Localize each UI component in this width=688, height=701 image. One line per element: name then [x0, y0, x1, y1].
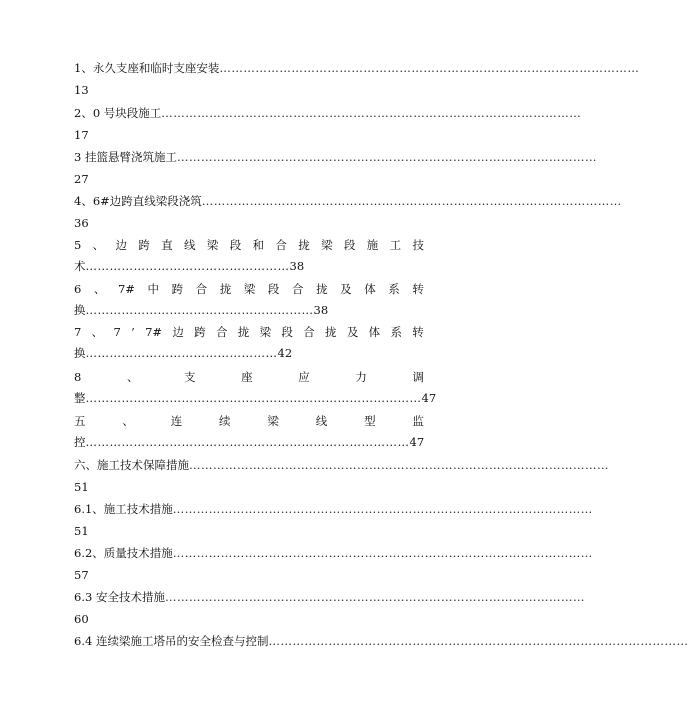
toc-char: 合 — [215, 325, 228, 339]
toc-title-tail: 整 — [74, 391, 86, 405]
toc-char: 合 — [195, 282, 208, 296]
toc-char: 拢 — [316, 282, 328, 296]
toc-char: 施 — [366, 238, 379, 252]
toc-char: 及 — [340, 282, 352, 296]
leader-dots: …………………………………………………………………………………………… — [176, 150, 597, 164]
leader-dots: …………………………………………………………………………………………… — [172, 502, 593, 516]
toc-char: 跨 — [194, 325, 206, 339]
leader-dots: …………………………………………………………………………………………… — [172, 546, 593, 560]
toc-char: 力 — [355, 370, 367, 384]
toc-char: 直 — [161, 238, 173, 252]
toc-page-number: 47 — [409, 435, 425, 449]
toc-char: 7 — [74, 325, 82, 339]
toc-char: 座 — [241, 370, 253, 384]
leader-dots: ………………………………………………………………………… — [85, 391, 422, 405]
toc-title-tail: 术 — [74, 259, 86, 273]
toc-char: 调 — [412, 370, 424, 384]
toc-char: 支 — [184, 370, 196, 384]
toc-title: 六、施工技术保障措施 — [74, 458, 189, 472]
toc-char: ’ — [131, 325, 135, 339]
toc-char: 连 — [170, 414, 183, 428]
toc-continuation — [74, 433, 424, 451]
toc-page-number: 13 — [74, 83, 89, 97]
toc-page-number: 57 — [74, 568, 89, 582]
toc-page-number: 47 — [421, 391, 437, 405]
leader-dots: …………………………………………………………………………………………… — [268, 634, 688, 648]
leader-dots: ………………………………………………… — [85, 303, 314, 317]
toc-char: 系 — [390, 325, 402, 339]
toc-page-number: 60 — [74, 612, 89, 626]
toc-char: 技 — [412, 238, 424, 252]
toc-continuation — [74, 344, 292, 362]
toc-title: 6.2、质量技术措施 — [74, 546, 173, 560]
toc-char: 边 — [172, 325, 184, 339]
toc-char: 应 — [298, 370, 310, 384]
toc-char: 、 — [91, 325, 104, 339]
toc-entry-5[interactable] — [74, 236, 424, 254]
toc-char: 工 — [389, 238, 402, 252]
toc-char: 梁 — [267, 414, 279, 428]
toc-entry-9[interactable] — [74, 412, 424, 430]
toc-char: 、 — [122, 414, 134, 428]
toc-char: 合 — [291, 282, 304, 296]
toc-char: 系 — [388, 282, 400, 296]
leader-dots: …………………………………………………………………………………………… — [164, 590, 585, 604]
toc-char: 及 — [346, 325, 359, 339]
toc-page-number: 38 — [313, 303, 329, 317]
toc-title-tail: 换 — [74, 346, 86, 360]
toc-char: 拢 — [298, 238, 310, 252]
toc-char: 体 — [368, 325, 381, 339]
toc-entry-2[interactable] — [74, 104, 582, 122]
toc-char: 6 — [74, 282, 82, 296]
toc-char: 5 — [74, 238, 82, 252]
toc-char: 体 — [364, 282, 376, 296]
toc-entry-7[interactable] — [74, 323, 424, 341]
toc-char: 监 — [412, 414, 424, 428]
toc-char: 转 — [412, 325, 424, 339]
toc-entry-1[interactable] — [74, 59, 640, 77]
toc-title: 6.1、施工技术措施 — [74, 502, 173, 516]
toc-char: 跨 — [171, 282, 184, 296]
toc-char: 段 — [343, 238, 356, 252]
toc-page-number: 51 — [74, 524, 89, 538]
toc-page-number: 36 — [74, 216, 89, 230]
toc-char: 拢 — [325, 325, 337, 339]
leader-dots: ……………………………………………………………………… — [85, 435, 410, 449]
toc-char: 拢 — [237, 325, 250, 339]
toc-char: 段 — [267, 282, 280, 296]
toc-char: 7 — [113, 325, 121, 339]
toc-title: 4、6#边跨直线梁段浇筑 — [74, 194, 202, 208]
toc-char: 和 — [252, 238, 265, 252]
toc-char: 7# — [145, 325, 163, 339]
toc-entry-6[interactable] — [74, 280, 424, 298]
toc-title-tail: 换 — [74, 303, 86, 317]
toc-char: 线 — [315, 414, 328, 428]
leader-dots: …………………………………………………………………………………………… — [161, 106, 582, 120]
toc-char: 、 — [92, 238, 105, 252]
toc-continuation — [74, 257, 304, 275]
toc-char: 合 — [303, 325, 315, 339]
toc-title: 3 挂篮悬臂浇筑施工 — [74, 150, 177, 164]
toc-title: 6.4 连续梁施工塔吊的安全检查与控制 — [74, 634, 269, 648]
toc-char: 、 — [93, 282, 106, 296]
toc-page-number: 27 — [74, 172, 89, 186]
toc-entry-10[interactable] — [74, 456, 609, 474]
toc-char: 7# — [117, 282, 135, 296]
toc-char: 中 — [147, 282, 160, 296]
toc-entry-12[interactable] — [74, 544, 593, 562]
toc-char: 拢 — [219, 282, 232, 296]
toc-char: 段 — [229, 238, 242, 252]
toc-title: 6.3 安全技术措施 — [74, 590, 165, 604]
toc-char: 型 — [364, 414, 376, 428]
toc-char: 梁 — [243, 282, 256, 296]
toc-entry-14[interactable] — [74, 632, 688, 650]
toc-char: 、 — [126, 370, 139, 384]
toc-page-number: 38 — [289, 259, 305, 273]
toc-page-number: 17 — [74, 128, 89, 142]
toc-continuation — [74, 301, 328, 319]
toc-char: 转 — [412, 282, 424, 296]
toc-title: 1、永久支座和临时支座安装 — [74, 61, 220, 75]
toc-entry-8[interactable] — [74, 368, 424, 386]
toc-entry-11[interactable] — [74, 500, 593, 518]
toc-char: 合 — [275, 238, 287, 252]
toc-char: 五 — [74, 414, 86, 428]
toc-char: 跨 — [138, 238, 150, 252]
toc-char: 边 — [115, 238, 128, 252]
toc-title: 2、0 号块段施工 — [74, 106, 162, 120]
toc-entry-13[interactable] — [74, 588, 585, 606]
toc-char: 梁 — [259, 325, 272, 339]
toc-continuation — [74, 389, 436, 407]
toc-char: 梁 — [321, 238, 333, 252]
toc-entry-4[interactable] — [74, 192, 622, 210]
leader-dots: …………………………………………………………………………………………… — [219, 61, 640, 75]
leader-dots: …………………………………………… — [85, 259, 290, 273]
leader-dots: …………………………………………………………………………………………… — [189, 458, 609, 472]
leader-dots: ………………………………………… — [85, 346, 278, 360]
toc-char: 梁 — [206, 238, 219, 252]
toc-char: 段 — [281, 325, 293, 339]
toc-char: 8 — [74, 370, 82, 384]
toc-title-tail: 控 — [74, 435, 86, 449]
toc-char: 续 — [219, 414, 231, 428]
toc-page-number: 42 — [277, 346, 293, 360]
leader-dots: …………………………………………………………………………………………… — [201, 194, 622, 208]
toc-page-number: 51 — [74, 480, 89, 494]
toc-entry-3[interactable] — [74, 148, 597, 166]
toc-char: 线 — [184, 238, 196, 252]
